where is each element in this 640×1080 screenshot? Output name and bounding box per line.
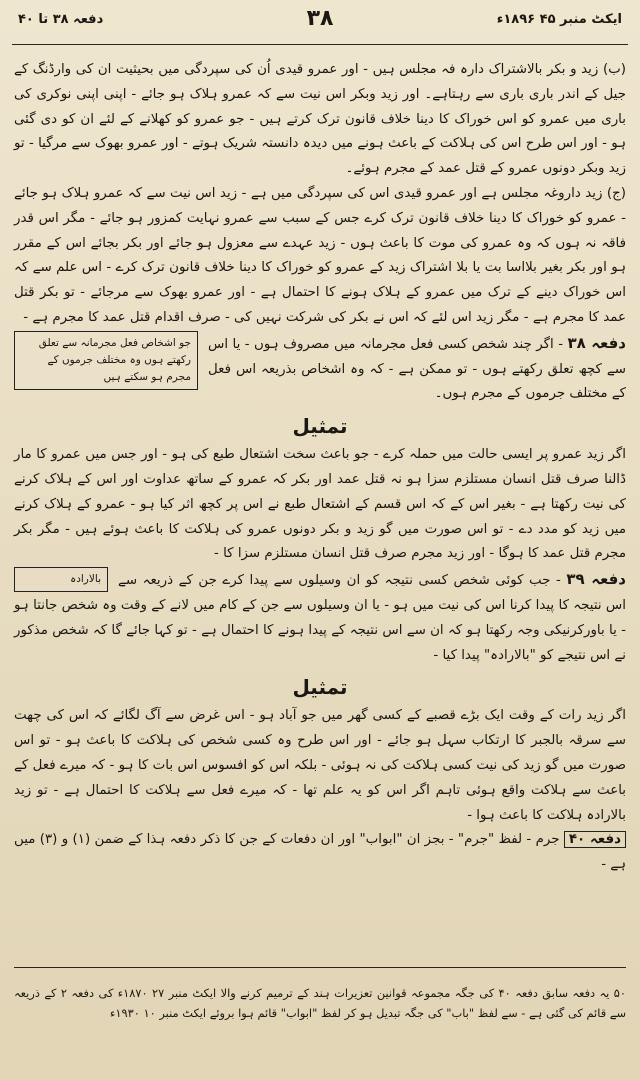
section-40 [14,828,626,878]
header-act-reference: ایکٹ منبر ۴۵ ۱۸۹۶ء [496,12,622,27]
illustration-c: (ج) زید داروغہ مجلس ہے اور عمرو قیدی اس کی سپردگی میں ہے - زید اس نیت سے کہ عمرو ہلاک ہو جائے - عمرو کو خوراک کا دینا خلاف قانون ترک کرے جس کے سبب سے عمرو نہایت کمزور ہو جائے - مگر اس قدر فاقہ نہ ہوں کہ وہ عمرو کی موت کا باعث ہوں - زید عہدے سے معزول ہو جائے اور بکر بجائے اس کے مقرر ہو اور بکر بغیر بلااسا بت یا بلا اشتراک زید کے عمرو کو خوراک کا دینا خلاف قانون ترک کرے - اس علم سے کہ اس خوراک دینے کے ترک میں عمرو کے ہلاک ہونے کا احتمال ہے - اور عمرو بھوک سے مرجائے - تو بکر قتل عمد کا مجرم ہے - مگر زید اس لئے کہ اس نے بکر کی شرکت نہیں کی - صرف اقدام قتل عمد کا مجرم ہے - [14,185,626,325]
header-rule [12,44,628,45]
page-body [14,58,626,878]
header-section-range: دفعہ ۳۸ تا ۴۰ [18,12,104,27]
section-38-label: دفعہ ۳۸ [567,333,626,352]
page-header [18,6,622,40]
footnote-rule [14,967,626,968]
section-38-margin-note: جو اشخاص فعل مجرمانہ سے تعلق رکھتے ہوں وہ مختلف جرموں کے مجرم ہو سکتے ہیں [14,331,198,390]
footnote-1: ۵۰ یہ دفعہ سابق دفعہ ۴۰ کی جگہ مجموعہ قوانین تعزیرات ہند کے ترمیم کرنے والا ایکٹ منبر ۲۷ ۱۸۷۰ء کی دفعہ ۲ کے ذریعہ سے قائم کی گئی ہے - سے لفظ "باب" کی جگہ تبدیل ہو کر لفظ "ابواب" قائم ہوا بروئے ایکٹ منبر ۱۰ ۱۹۳۰ء [14,986,626,1021]
illustration-1: اگر زید عمرو پر ایسی حالت میں حملہ کرے - جو باعث سخت اشتعال طبع کی ہو - اور جس میں عمرو کا مار ڈالنا صرف قتل انسان مستلزم سزا ہو نہ قتل عمد اور بکر کہ عمرو کے ساتھ عداوت اور اس کے ہلاک کرنے کی نیت رکھتا ہے - بغیر اس کے کہ اس قسم کے اشتعال طبع نے اس پر کچھ اثر کیا ہو - عمرو کے ہلاک کرنے میں زید کو مدد دے - تو اس صورت میں گو زید و بکر دونوں عمرو کی ہلاکت کا باعث ہوئے ہیں - مگر بکر مجرم قتل عمد کا ہوگا - اور زید مجرم صرف قتل انسان مستلزم سزا کا - [14,447,626,562]
section-39 [14,567,626,668]
section-40-text: جرم - لفظ "جرم" - بجز ان "ابواب" اور ان دفعات کے جن کا ذکر دفعہ ہذا کے ضمن (۱) و (۳) میں ہے - [14,832,626,873]
illustration-heading-1: تمثیل [292,414,348,439]
footnotes [14,972,626,1035]
section-39-margin-note: بالارادہ [14,567,108,592]
section-40-label: دفعہ ۴۰ [564,831,626,848]
section-38 [14,331,626,407]
section-38-text: - اگر چند شخص کسی فعل مجرمانہ میں مصروف ہوں - یا اس سے کچھ تعلق رکھتے ہوں - تو ممکن ہے - کہ وہ اشخاص بذریعہ اس فعل کے مختلف جرموں کے مجرم ہوں۔ [208,336,626,402]
illustration-heading-2: تمثیل [292,675,348,700]
illustration-2: اگر زید رات کے وقت ایک بڑے قصبے کے کسی گھر میں جو آباد ہو - اس غرض سے آگ لگائے کہ اس کی چھت سے سرقہ بالجبر کا ارتکاب سہل ہو جائے - اور اس طرح وہ کسی شخص کی ہلاکت کا باعث ہو - تو اس صورت میں گو زید کی نیت کسی ہلاکت کی نہ ہوئی - بلکہ اس کو افسوس اس بات کا ہو - کہ میرے فعل کے باعث سے ہلاکت واقع ہوئی تاہم اگر اس کو یہ علم تھا - کہ میرے فعل سے ہلاکت کا احتمال ہے - تو زید بالارادہ ہلاکت کا باعث ہوا - [14,708,626,823]
section-39-label: دفعہ ۳۹ [566,570,626,589]
page-number: ۳۸ [306,6,334,31]
section-39-text: - جب کوئی شخص کسی نتیجہ کو ان وسیلوں سے پیدا کرے جن کے ذریعہ سے اس نتیجہ کا پیدا کرنا اس کی نیت میں ہو - یا ان وسیلوں سے جن کے کام میں لانے کے وقت وہ شخص جانتا ہو - یا باورکرنیکی وجہ رکھتا ہو کہ ان سے اس نتیجہ کے پیدا ہونے کا احتمال ہے - تو کہا جائے گا کہ شخص مذکور نے اس نتیجے کو "بالارادہ" پیدا کیا - [14,573,626,663]
illustration-b: (ب) زید و بکر بالاشتراک دارہ فہ مجلس ہیں - اور عمرو قیدی اُن کی سپردگی میں بحیثیت ان کی وارڈنگ کے جیل کے اندر باری باری سے رہتاہے۔ اور زید وبکر اس نیت سے کہ عمرو ہلاک ہو جائے - اپنی اپنی نوکری کی باری میں عمرو کو اس خوراک کا دینا خلاف قانون ترک کرتے ہیں - جو عمرو کو کھلانے کے لئے ان کو دی گئی ہو - اور اس طرح اس کی ہلاکت کے باعث ہونے میں دیدہ دانستہ شریک ہوتے - اور عمرو بھوک سے مرگیا - تو زید وبکر دونوں عمرو کے قتل عمد کے مجرم ہوئے۔ [14,62,626,177]
